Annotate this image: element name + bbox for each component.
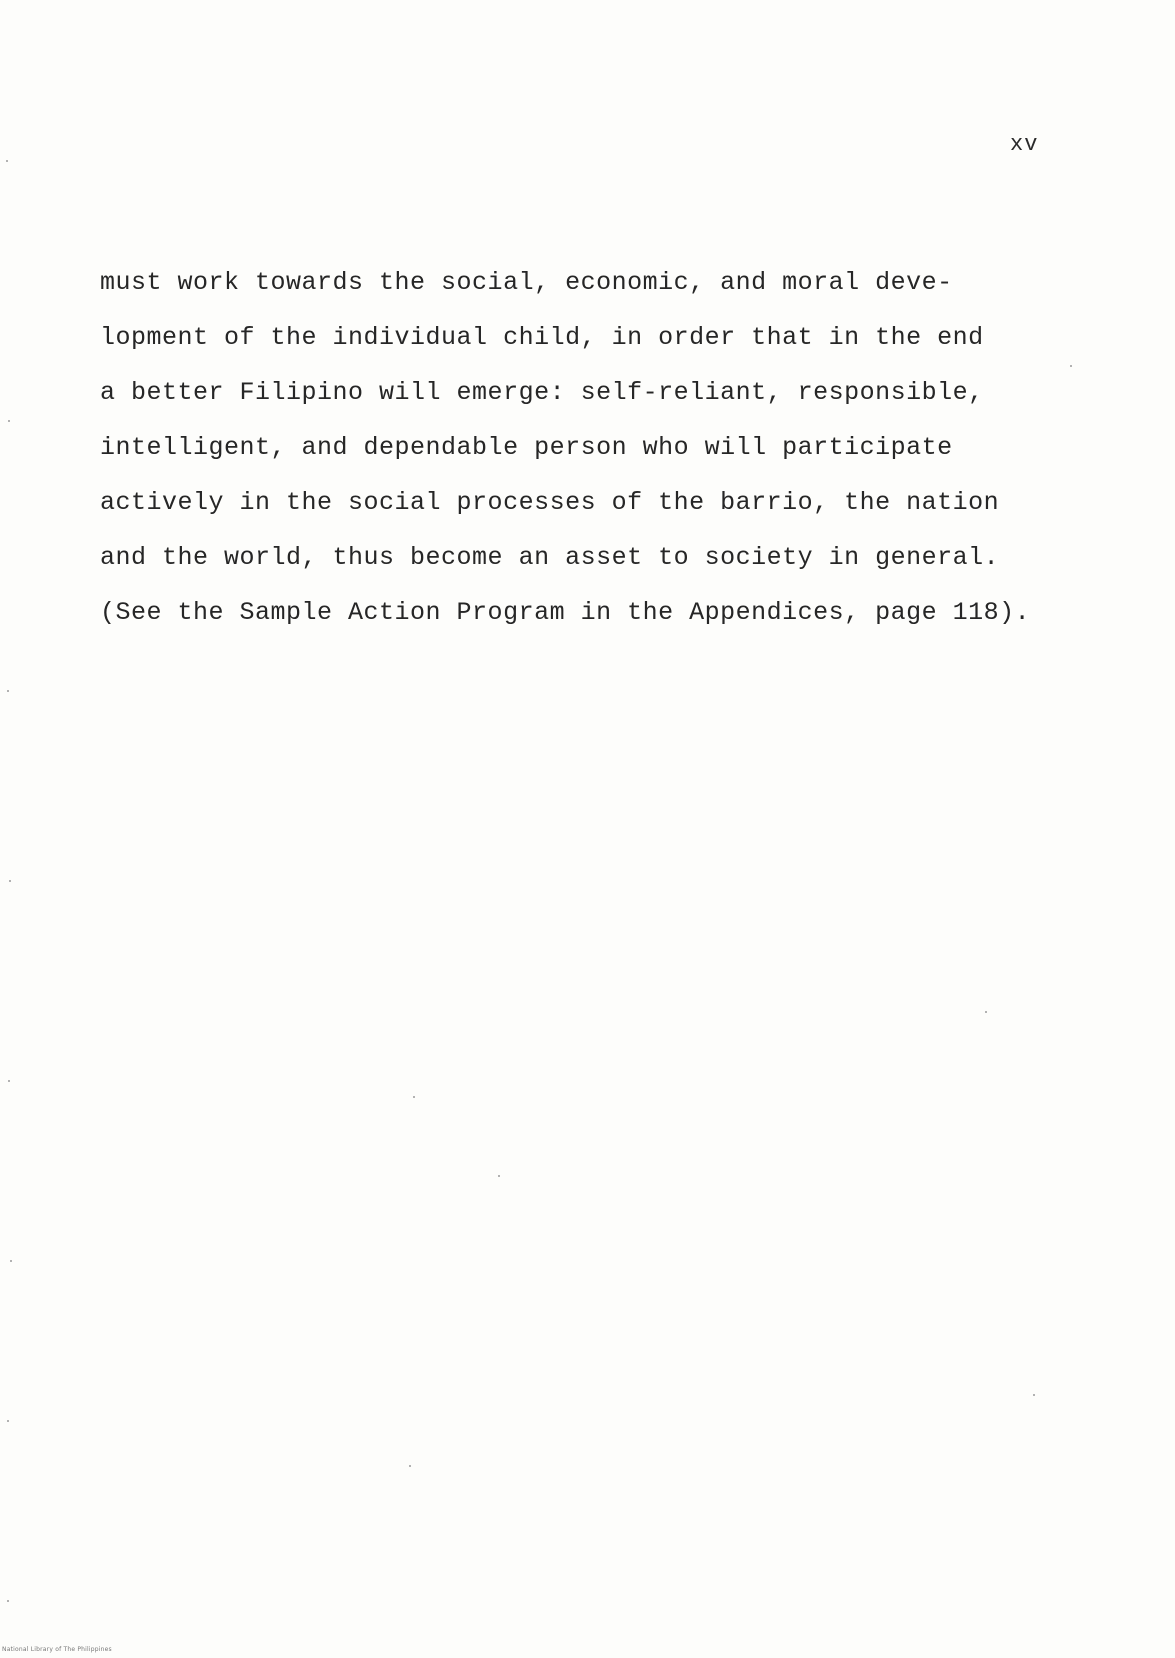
scan-speck	[8, 420, 10, 422]
text-line: lopment of the individual child, in order that in the end	[100, 323, 984, 352]
text-line: and the world, thus become an asset to society in general.	[100, 543, 1000, 572]
page-number: xv	[1010, 132, 1039, 157]
scan-speck	[7, 1420, 9, 1422]
scan-footer: National Library of The Philippines	[2, 1646, 112, 1653]
text-line: (See the Sample Action Program in the Appendices, page 118).	[100, 598, 1031, 627]
scan-speck	[498, 1175, 500, 1177]
scan-speck	[10, 1260, 12, 1262]
scan-speck	[9, 880, 11, 882]
scan-speck	[413, 1096, 415, 1098]
scan-speck	[7, 690, 9, 692]
scan-speck	[1070, 365, 1072, 367]
scan-speck	[8, 1080, 10, 1082]
scan-speck	[985, 1011, 987, 1013]
scan-speck	[1033, 1394, 1035, 1396]
scan-speck	[7, 1600, 9, 1602]
body-paragraph	[100, 255, 1160, 640]
scan-speck	[409, 1465, 411, 1467]
scan-speck	[6, 160, 8, 162]
text-line: a better Filipino will emerge: self-reliant, responsible,	[100, 378, 984, 407]
text-line: actively in the social processes of the barrio, the nation	[100, 488, 1000, 517]
text-line: must work towards the social, economic, and moral deve-	[100, 268, 953, 297]
text-line: intelligent, and dependable person who will participate	[100, 433, 953, 462]
